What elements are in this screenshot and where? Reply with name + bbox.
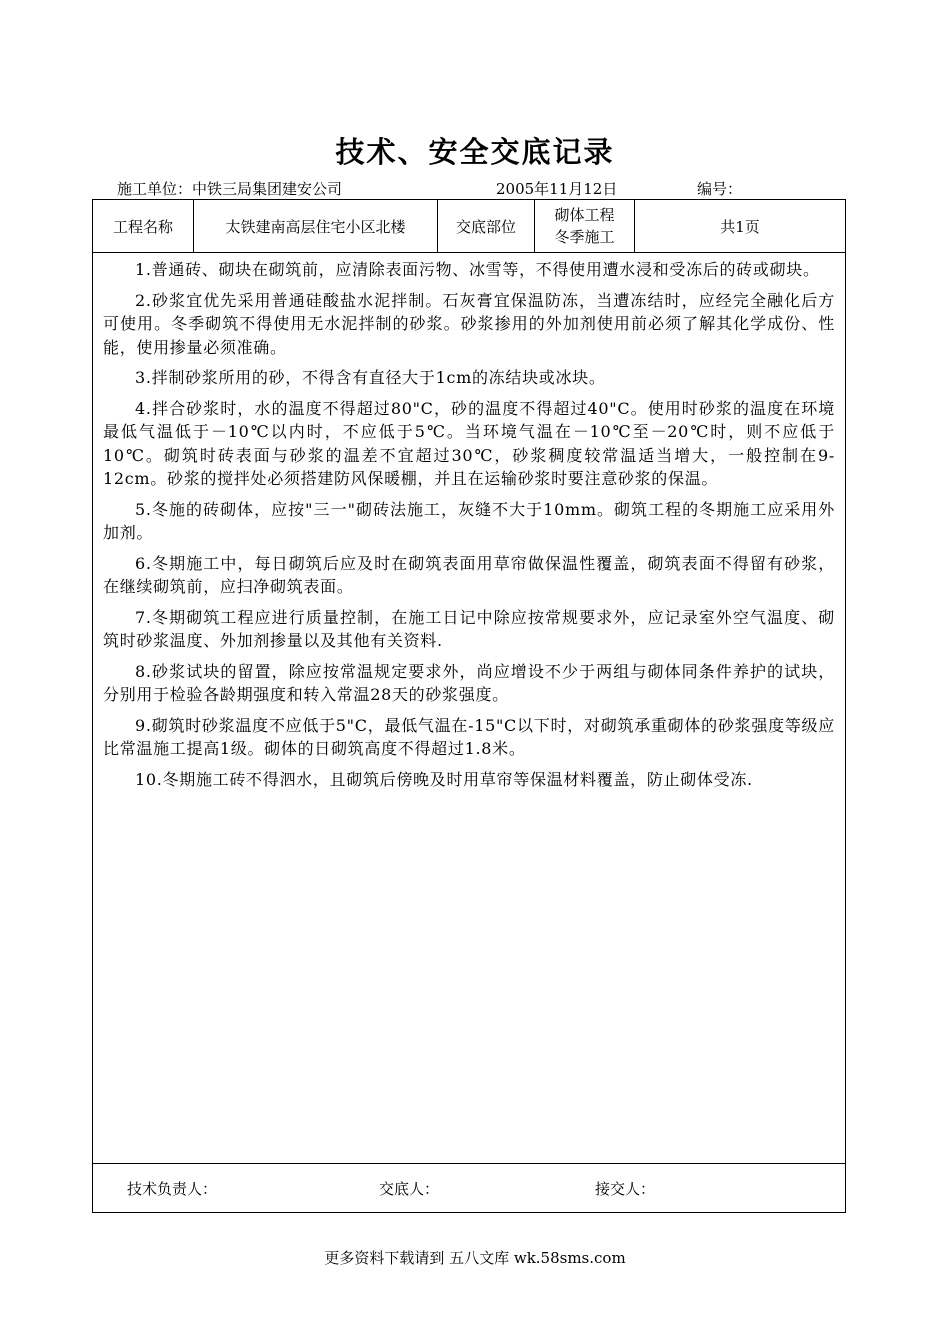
record-date: 2005年11月12日 bbox=[496, 180, 618, 198]
tech-lead-signature: 技术负责人： bbox=[127, 1180, 218, 1198]
paragraph: 9.砌筑时砂浆温度不应低于5"C，最低气温在-15"C以下时，对砌筑承重砌体的砂浆强度等级应比常温施工提高1级。砌体的日砌筑高度不得超过1.8米。 bbox=[103, 715, 835, 758]
page-title: 技术、安全交底记录 bbox=[335, 135, 615, 169]
project-name-value: 太铁建南高层住宅小区北楼 bbox=[194, 200, 438, 252]
paragraph: 2.砂浆宜优先采用普通硅酸盐水泥拌制。石灰膏宜保温防冻，当遭冻结时，应经完全融化后方可使用。冬季砌筑不得使用无水泥拌制的砂浆。砂浆掺用的外加剂使用前必须了解其化学成份、性能，使用掺量必须准确。 bbox=[103, 290, 835, 357]
page-count: 共1页 bbox=[720, 217, 760, 236]
paragraph: 1.普通砖、砌块在砌筑前，应清除表面污物、冰雪等，不得使用遭水浸和受冻后的砖或砌块。 bbox=[135, 260, 820, 279]
part-value-line1: 砌体工程 bbox=[554, 206, 615, 224]
signature-row bbox=[93, 1164, 845, 1212]
part-value-line2: 冬季施工 bbox=[554, 228, 615, 246]
paragraph: 3.拌制砂浆所用的砂，不得含有直径大于1cm的冻结块或冰块。 bbox=[135, 368, 606, 387]
project-name-label: 工程名称 bbox=[93, 200, 194, 252]
part-label: 交底部位 bbox=[438, 200, 535, 252]
construction-unit: 施工单位：中铁三局集团建安公司 bbox=[117, 180, 343, 198]
paragraph: 10.冬期施工砖不得泗水，且砌筑后傍晚及时用草帘等保温材料覆盖，防止砌体受冻. bbox=[135, 769, 753, 789]
header-row bbox=[93, 200, 845, 253]
paragraph: 8.砂浆试块的留置，除应按常温规定要求外，尚应增设不少于两组与砌体同条件养护的试块，分别用于检验各龄期强度和转入常温28天的砂浆强度。 bbox=[103, 661, 835, 704]
paragraph: 6.冬期施工中，每日砌筑后应及时在砌筑表面用草帘做保温性覆盖，砌筑表面不得留有砂浆，在继续砌筑前，应扫净砌筑表面。 bbox=[103, 553, 835, 596]
footer-note: 更多资料下载请到 五八文库 wk.58sms.com bbox=[324, 1249, 626, 1267]
presenter-signature: 交底人： bbox=[379, 1180, 440, 1198]
record-table bbox=[92, 199, 846, 1213]
receiver-signature: 接交人： bbox=[595, 1180, 656, 1198]
paragraph: 7.冬期砌筑工程应进行质量控制，在施工日记中除应按常规要求外，应记录室外空气温度、砌筑时砂浆温度、外加剂掺量以及其他有关资料. bbox=[103, 607, 835, 650]
content-body bbox=[93, 253, 845, 1164]
part-value bbox=[535, 200, 635, 252]
record-number: 编号： bbox=[697, 180, 743, 198]
paragraph: 5.冬施的砖砌体，应按"三一"砌砖法施工，灰缝不大于10mm。砌筑工程的冬期施工应采用外加剂。 bbox=[103, 499, 835, 542]
paragraph: 4.拌合砂浆时，水的温度不得超过80"C，砂的温度不得超过40"C。使用时砂浆的温度在环境最低气温低于－10℃以内时，不应低于5℃。当环境气温在－10℃至－20℃时，则不应低于10℃。砌筑时砖表面与砂浆的温差不宜超过30℃，砂浆稠度较常温适当增大，一般控制在9-12cm。砂浆的搅拌处必须搭建防风保暖棚，并且在运输砂浆时要注意砂浆的保温。 bbox=[103, 398, 835, 488]
